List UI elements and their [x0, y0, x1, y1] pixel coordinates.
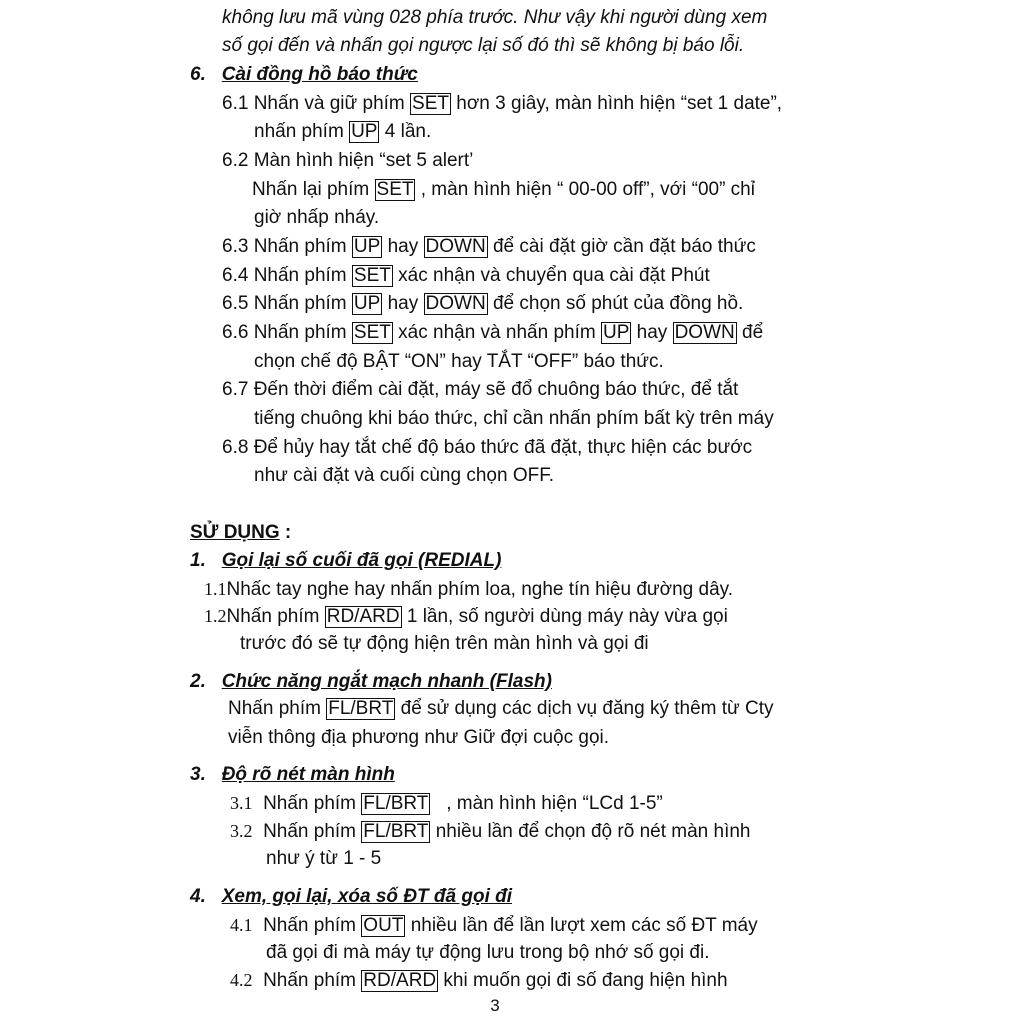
section-6-title: Cài đồng hồ báo thức	[221, 64, 418, 85]
step-1-2-line-1	[204, 604, 728, 629]
usage-2-line-1	[228, 697, 774, 721]
key-set: SET	[412, 93, 449, 114]
key-up: UP	[353, 293, 381, 314]
step-6-8-line-1: 6.8 Để hủy hay tắt chế độ báo thức đã đặt, thực hiện các bước	[222, 437, 753, 458]
step-text: hay	[387, 236, 419, 257]
step-number: 1.2	[204, 606, 227, 626]
step-text: để	[742, 322, 764, 343]
step-text: xác nhận và nhấn phím	[398, 322, 596, 343]
step-text: Nhấn phím	[263, 970, 357, 991]
step-text: hay	[636, 322, 668, 343]
step-number: 3.1	[230, 793, 253, 813]
step-3-2-line-2: như ý từ 1 - 5	[266, 848, 382, 869]
step-6-2-line-1: 6.2 Màn hình hiện “set 5 alert’	[222, 150, 474, 171]
step-6-7-line-2: tiếng chuông khi báo thức, chỉ cần nhấn phím bất kỳ trên máy	[254, 408, 774, 429]
usage-title: SỬ DỤNG	[190, 522, 280, 543]
step-6-1-line-1	[222, 92, 782, 116]
key-down: DOWN	[425, 293, 486, 314]
step-text: hơn 3 giây, màn hình hiện “set 1 date”,	[456, 93, 783, 114]
step-text: hay	[387, 293, 419, 314]
step-number: 1.1	[204, 579, 227, 599]
section-6-heading	[190, 63, 418, 87]
usage-3-heading	[190, 763, 395, 787]
usage-1-number: 1.	[190, 550, 206, 571]
usage-colon: :	[279, 522, 292, 543]
step-6-3	[222, 235, 756, 259]
key-fl-brt: FL/BRT	[328, 698, 394, 719]
step-text: , màn hình hiện “ 00-00 off”, với “00” chỉ	[420, 179, 755, 200]
usage-4-heading	[190, 885, 512, 909]
continuation-line-1: không lưu mã vùng 028 phía trước. Như vậy khi người dùng xem	[222, 7, 768, 28]
usage-1-title: Gọi lại số cuối đã gọi (REDIAL)	[221, 550, 502, 571]
usage-1-heading	[190, 549, 501, 573]
key-set: SET	[353, 265, 391, 286]
usage-2-number: 2.	[190, 671, 206, 692]
step-6-2-line-2	[252, 178, 755, 202]
key-down: DOWN	[425, 236, 486, 257]
usage-2-line-2: viễn thông địa phương như Giữ đợi cuộc gọi.	[228, 727, 610, 748]
step-text: nhiều lần để lần lượt xem các số ĐT máy	[410, 915, 758, 936]
key-up: UP	[351, 121, 378, 142]
step-text: Nhấc tay nghe hay nhấn phím loa, nghe tín hiệu đường dây.	[226, 579, 734, 600]
step-text: Nhấn phím	[226, 606, 320, 627]
step-6-2-line-3: giờ nhấp nháy.	[254, 207, 380, 228]
step-text: để chọn số phút của đồng hồ.	[492, 293, 744, 314]
usage-2-title: Chức năng ngắt mạch nhanh (Flash)	[221, 671, 552, 692]
key-up: UP	[353, 236, 381, 257]
step-text: Nhấn phím	[263, 915, 357, 936]
step-text: 1 lần, số người dùng máy này vừa gọi	[406, 606, 728, 627]
continuation-line-2: số gọi đến và nhấn gọi ngược lại số đó thì sẽ không bị báo lỗi.	[222, 35, 745, 56]
step-text: 6.1 Nhấn và giữ phím	[222, 93, 405, 114]
page-number: 3	[490, 996, 500, 1015]
key-out: OUT	[363, 915, 404, 936]
step-4-2	[230, 968, 728, 993]
step-text: Nhấn lại phím	[252, 179, 370, 200]
key-fl-brt: FL/BRT	[363, 821, 429, 842]
key-rd-ard: RD/ARD	[363, 970, 437, 991]
usage-3-number: 3.	[190, 764, 206, 785]
step-6-4	[222, 264, 710, 288]
step-text: để sử dụng các dịch vụ đăng ký thêm từ Cty	[400, 698, 774, 719]
usage-heading	[190, 521, 291, 545]
step-6-6-line-2: chọn chế độ BẬT “ON” hay TẮT “OFF” báo thức.	[254, 351, 664, 372]
step-text: Nhấn phím	[228, 698, 321, 719]
step-1-1	[204, 577, 733, 602]
step-text: để cài đặt giờ cần đặt báo thức	[492, 236, 756, 257]
step-text: Nhấn phím	[263, 821, 357, 842]
step-number: 4.2	[230, 970, 253, 990]
key-rd-ard: RD/ARD	[326, 606, 400, 627]
step-6-6-line-1	[222, 321, 763, 345]
step-1-2-line-2: trước đó sẽ tự động hiện trên màn hình và gọi đi	[240, 633, 649, 654]
step-3-2-line-1	[230, 819, 750, 844]
step-6-8-line-2: như cài đặt và cuối cùng chọn OFF.	[254, 465, 554, 486]
step-3-1	[230, 791, 663, 816]
step-text: Nhấn phím	[263, 793, 357, 814]
key-fl-brt: FL/BRT	[363, 793, 429, 814]
step-text: 6.3 Nhấn phím	[222, 236, 347, 257]
step-text: 6.5 Nhấn phím	[222, 293, 347, 314]
key-set: SET	[376, 179, 414, 200]
key-set: SET	[353, 322, 391, 343]
step-6-5	[222, 292, 743, 316]
step-text: , màn hình hiện “LCd 1-5”	[446, 793, 663, 814]
step-6-1-line-2	[254, 120, 431, 144]
step-number: 4.1	[230, 915, 253, 935]
step-text: nhiều lần để chọn độ rõ nét màn hình	[435, 821, 751, 842]
step-number: 3.2	[230, 821, 253, 841]
step-text: 6.4 Nhấn phím	[222, 265, 347, 286]
key-down: DOWN	[674, 322, 735, 343]
step-text: 4 lần.	[384, 121, 432, 142]
step-4-1-line-2: đã gọi đi mà máy tự động lưu trong bộ nhớ số gọi đi.	[266, 942, 710, 963]
usage-4-number: 4.	[190, 886, 206, 907]
usage-4-title: Xem, gọi lại, xóa số ĐT đã gọi đi	[221, 886, 513, 907]
step-text: nhấn phím	[254, 121, 344, 142]
step-text: khi muốn gọi đi số đang hiện hình	[443, 970, 728, 991]
step-6-7-line-1: 6.7 Đến thời điểm cài đặt, máy sẽ đổ chuông báo thức, để tắt	[222, 379, 739, 400]
step-text: 6.6 Nhấn phím	[222, 322, 347, 343]
step-text: xác nhận và chuyển qua cài đặt Phút	[398, 265, 710, 286]
usage-2-heading	[190, 670, 552, 694]
usage-3-title: Độ rõ nét màn hình	[221, 764, 395, 785]
step-4-1-line-1	[230, 913, 758, 938]
key-up: UP	[602, 322, 630, 343]
section-6-number: 6.	[190, 64, 206, 85]
